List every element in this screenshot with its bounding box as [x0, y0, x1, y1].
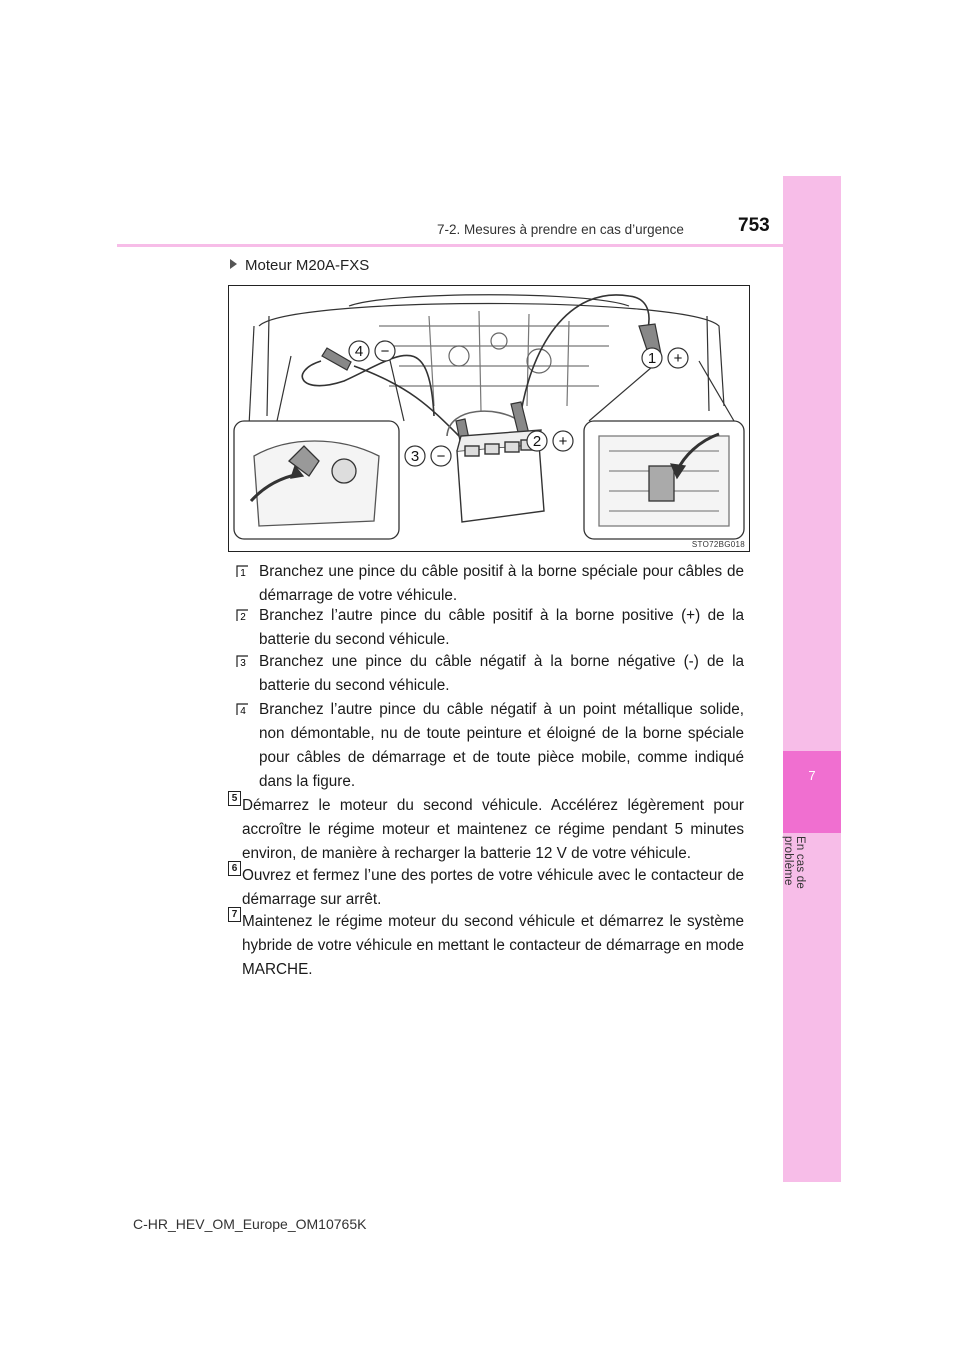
svg-text:4: 4 — [240, 706, 246, 716]
negative-ground-inset — [234, 421, 399, 539]
plus-sign-1: + — [673, 350, 683, 367]
callout-1-positive — [642, 348, 688, 368]
engine-bay-illustration — [229, 286, 748, 550]
figure-code: STO72BG018 — [691, 540, 745, 549]
document-id: C-HR_HEV_OM_Europe_OM10765K — [133, 1216, 367, 1232]
step-6-text: Ouvrez et fermez l’une des portes de votre véhicule avec le contacteur de démarrage sur arrêt. — [242, 867, 744, 908]
section-title: 7-2. Mesures à prendre en cas d’urgence — [437, 222, 684, 237]
svg-text:2: 2 — [240, 612, 246, 622]
chapter-label: En cas de problème — [782, 836, 806, 889]
chapter-side-tab — [783, 176, 841, 1182]
callout-2-positive — [527, 431, 573, 451]
svg-text:1: 1 — [240, 568, 246, 578]
chapter-active-marker — [783, 751, 841, 833]
engine-heading-text: Moteur M20A-FXS — [245, 257, 370, 274]
step-7-number-box: 7 — [228, 907, 241, 922]
header-rule — [117, 244, 783, 247]
callout-2-label: 2 — [532, 433, 542, 450]
substep-1-text: Branchez une pince du câble positif à la borne spéciale pour câbles de démarrage de votre véhicule. — [259, 563, 744, 604]
substep-3-text: Branchez une pince du câble négatif à la borne négative (-) de la batterie du second véhicule. — [259, 653, 744, 694]
substep-4-text: Branchez l’autre pince du câble négatif à un point métallique solide, non démontable, nu de toute peinture et éloigné de la borne spéciale pour câbles de démarrage et de toute pièce mobile, comme indiqué dans la figure. — [259, 701, 744, 790]
callout-3-negative — [405, 446, 451, 466]
callout-1-label: 1 — [647, 350, 657, 367]
minus-sign-4: − — [380, 343, 390, 360]
step-1-icon — [236, 565, 249, 578]
callout-4-label: 4 — [354, 343, 364, 360]
step-7-text: Maintenez le régime moteur du second véhicule et démarrez le système hybride de votre véhicule en mettant le contacteur de démarrage en mode MARCHE. — [242, 913, 744, 978]
substep-2-text: Branchez l’autre pince du câble positif à la borne positive (+) de la batterie du second véhicule. — [259, 607, 744, 648]
callout-3-label: 3 — [410, 448, 420, 465]
step-5-number-box: 5 — [228, 791, 241, 806]
triangle-bullet-icon — [230, 259, 237, 269]
step-6-number-box: 6 — [228, 861, 241, 876]
chapter-number: 7 — [808, 768, 816, 783]
jump-start-figure — [228, 285, 750, 552]
minus-sign-3: − — [436, 448, 446, 465]
plus-sign-2: + — [558, 433, 568, 450]
step-4-icon — [236, 703, 249, 716]
svg-text:3: 3 — [240, 658, 246, 668]
engine-heading — [230, 257, 369, 274]
step-2-icon — [236, 609, 249, 622]
callout-4-negative — [349, 341, 395, 361]
page-number: 753 — [738, 215, 770, 236]
step-3-icon — [236, 655, 249, 668]
step-5-text: Démarrez le moteur du second véhicule. Accélérez légèrement pour accroître le régime moteur et maintenez ce régime pendant 5 minutes environ, de manière à recharger la batterie 12 V de votre véhicule. — [242, 797, 744, 862]
positive-terminal-inset — [584, 421, 744, 539]
